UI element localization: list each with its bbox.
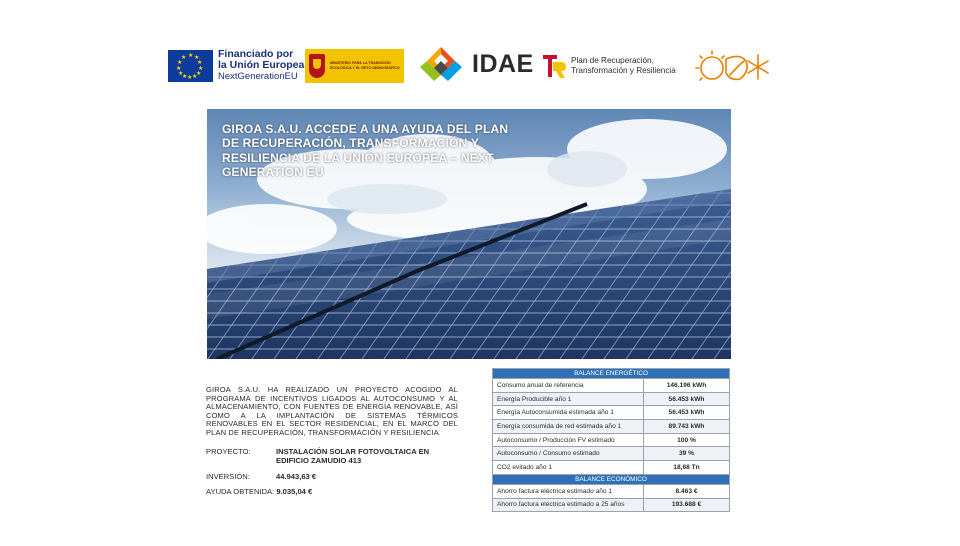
inversion-label: INVERSIÓN: — [206, 472, 250, 481]
proyecto-value-row — [276, 447, 462, 465]
table-row — [493, 420, 730, 434]
eu-logo-line1: Financiado por — [218, 48, 294, 60]
table-cell-label: CO2 evitado año 1 — [493, 461, 644, 475]
balance-table — [492, 368, 730, 512]
prtr-logo-icon — [541, 52, 567, 80]
eu-logo — [168, 49, 304, 82]
balance-energetico-header: BALANCE ENERGÉTICO — [493, 369, 730, 379]
table-cell-value: 8.463 € — [644, 484, 730, 498]
proyecto-value: INSTALACIÓN SOLAR FOTOVOLTAICA EN EDIFICIO ZAMUDIO 413 — [276, 447, 430, 465]
sun-leaf-snowflake-icon — [690, 47, 770, 85]
prtr-logo — [541, 52, 676, 80]
table-cell-label: Autoconsumo / Producción FV estimado — [493, 433, 644, 447]
proyecto-label: PROYECTO: — [206, 447, 251, 456]
table-row — [493, 461, 730, 475]
idae-logo-icon — [418, 46, 464, 82]
table-row — [493, 447, 730, 461]
prtr-line2: Transformación y Resiliencia — [571, 66, 676, 75]
table-cell-value: 39 % — [644, 447, 730, 461]
ayuda-row — [206, 487, 312, 496]
ministerio-text: MINISTERIO PARA LA TRANSICIÓN ECOLÓGICA Y EL RETO DEMOGRÁFICO — [330, 61, 400, 70]
table-cell-value: 56.453 kWh — [644, 392, 730, 406]
balance-economico-header: BALANCE ECONÓMICO — [493, 474, 730, 484]
table-cell-value: 18,68 Tn — [644, 461, 730, 475]
inversion-value: 44.943,63 € — [276, 472, 317, 481]
table-row — [493, 392, 730, 406]
table-cell-label: Ahorro factura eléctrica estimado a 25 años — [493, 498, 644, 512]
table-row — [493, 498, 730, 512]
table-row — [493, 484, 730, 498]
ministerio-logo — [305, 49, 404, 83]
table-cell-label: Energía consumida de red estimada año 1 — [493, 420, 644, 434]
eu-logo-line2: la Unión Europea — [218, 59, 305, 71]
idae-text: IDAE — [472, 49, 534, 78]
eu-logo-line3: NextGenerationEU — [218, 71, 298, 82]
table-cell-label: Energía Producible año 1 — [493, 392, 644, 406]
hero-title: GIROA S.A.U. ACCEDE A UNA AYUDA DEL PLAN DE RECUPERACIÓN, TRANSFORMACIÓN Y RESILIENCIA DE LA UNIÓN EUROPEA – NEXT GENERATION EU — [222, 122, 509, 180]
table-row — [493, 433, 730, 447]
hero-image — [207, 109, 731, 359]
table-row — [493, 379, 730, 393]
table-cell-value: 100 % — [644, 433, 730, 447]
table-cell-label: Consumo anual de referencia — [493, 379, 644, 393]
table-cell-label: Ahorro factura eléctrica estimado año 1 — [493, 484, 644, 498]
intro-paragraph: GIROA S.A.U. HA REALIZADO UN PROYECTO ACOGIDO AL PROGRAMA DE INCENTIVOS LIGADOS AL AUTOCONSUMO Y AL ALMACENAMIENTO, CON FUENTES DE ENERGÍA RENOVABLE, ASÍ COMO A LA IMPLANTACIÓN DE SISTEMAS TÉRMICOS RENOVABLES EN EL SECTOR RESIDENCIAL, EN EL MARCO DEL PLAN DE RECUPERACIÓN, TRANSFORMACIÓN Y RESILIENCIA — [206, 385, 458, 437]
table-cell-label: Autoconsumo / Consumo estimado — [493, 447, 644, 461]
prtr-line1: Plan de Recuperación, — [571, 56, 654, 65]
logos-bar — [0, 44, 960, 90]
idae-logo — [418, 46, 534, 82]
table-cell-value: 56.453 kWh — [644, 406, 730, 420]
table-row — [493, 406, 730, 420]
table-cell-value: 89.743 kWh — [644, 420, 730, 434]
inversion-row — [206, 472, 316, 481]
table-cell-value: 193.688 € — [644, 498, 730, 512]
spain-shield-icon — [309, 54, 325, 78]
table-cell-label: Energía Autoconsumida estimada año 1 — [493, 406, 644, 420]
table-cell-value: 146.196 kWh — [644, 379, 730, 393]
ayuda-value: 9.035,04 € — [276, 487, 313, 496]
proyecto-row — [206, 447, 276, 456]
ayuda-label: AYUDA OBTENIDA: — [206, 487, 275, 496]
eu-flag-icon: ★ ★ ★ ★ ★ ★ ★ ★ ★ ★ ★ ★ — [168, 50, 213, 82]
